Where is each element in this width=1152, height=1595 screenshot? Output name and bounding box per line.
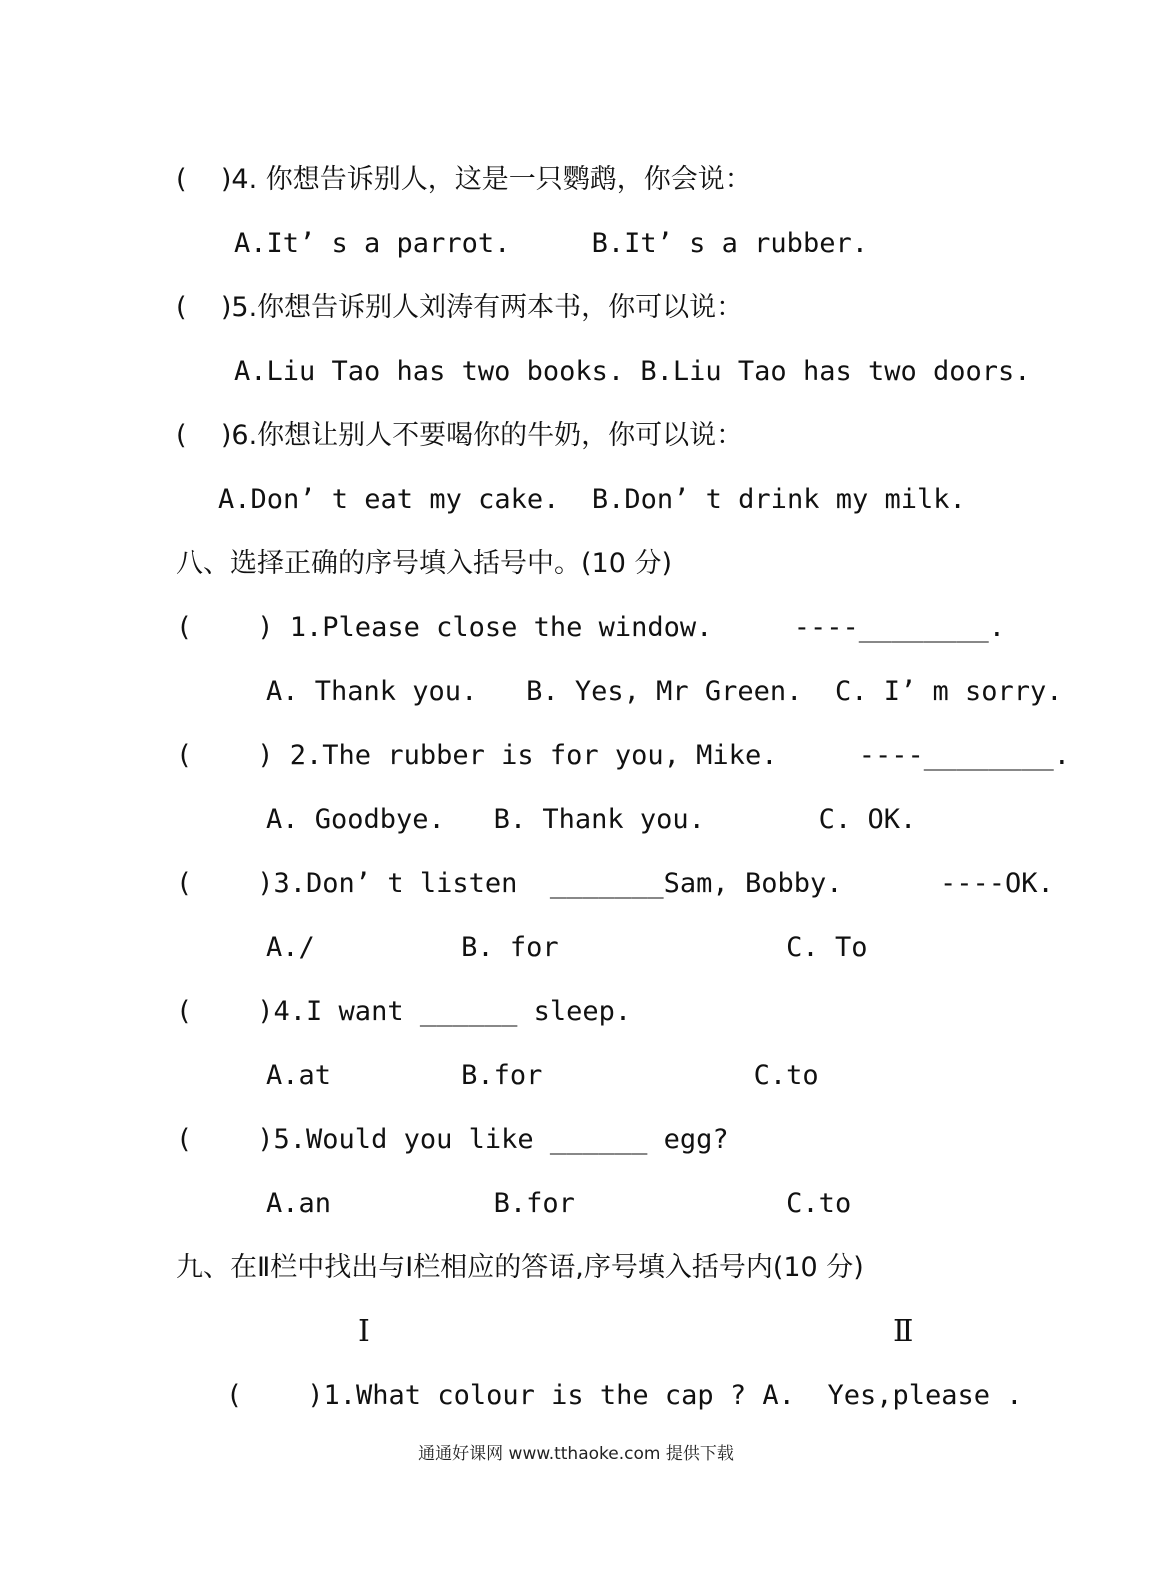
question-7-6: ( )6.你想让别人不要喝你的牛奶，你可以说： xyxy=(176,420,744,451)
question-9-1: ( )1.What colour is the cap ? A. Yes,please . xyxy=(226,1380,1023,1411)
question-7-5: ( )5.你想告诉别人刘涛有两本书，你可以说： xyxy=(176,292,744,323)
options-8-5: A.an B.for C.to xyxy=(266,1188,852,1219)
options-8-4: A.at B.for C.to xyxy=(266,1060,819,1091)
question-8-5: ( )5.Would you like ______ egg? xyxy=(176,1124,729,1155)
section-8-heading: 八、选择正确的序号填入括号中。(10 分) xyxy=(176,548,673,579)
question-8-1: ( ) 1.Please close the window. ----________. xyxy=(176,612,1006,643)
options-7-6: A.Don’ t eat my cake. B.Don’ t drink my milk. xyxy=(218,484,966,515)
column-2-heading: Ⅱ xyxy=(893,1315,914,1348)
options-8-3: A./ B. for C. To xyxy=(266,932,868,963)
options-7-5: A.Liu Tao has two books. B.Liu Tao has two doors. xyxy=(234,356,1031,387)
question-8-3: ( )3.Don’ t listen _______Sam, Bobby. ----OK. xyxy=(176,868,1054,899)
question-7-4: ( )4. 你想告诉别人，这是一只鹦鹉，你会说： xyxy=(176,164,752,195)
question-8-4: ( )4.I want ______ sleep. xyxy=(176,996,632,1027)
options-7-4: A.It’ s a parrot. B.It’ s a rubber. xyxy=(234,228,868,259)
options-8-1: A. Thank you. B. Yes, Mr Green. C. I’ m sorry. xyxy=(266,676,1063,707)
options-8-2: A. Goodbye. B. Thank you. C. OK. xyxy=(266,804,917,835)
footer-credit: 通通好课网 www.tthaoke.com 提供下载 xyxy=(418,1444,734,1464)
section-9-heading: 九、在Ⅱ栏中找出与Ⅰ栏相应的答语,序号填入括号内(10 分) xyxy=(176,1252,864,1283)
question-8-2: ( ) 2.The rubber is for you, Mike. ----________. xyxy=(176,740,1071,771)
column-1-heading: Ⅰ xyxy=(358,1315,370,1348)
